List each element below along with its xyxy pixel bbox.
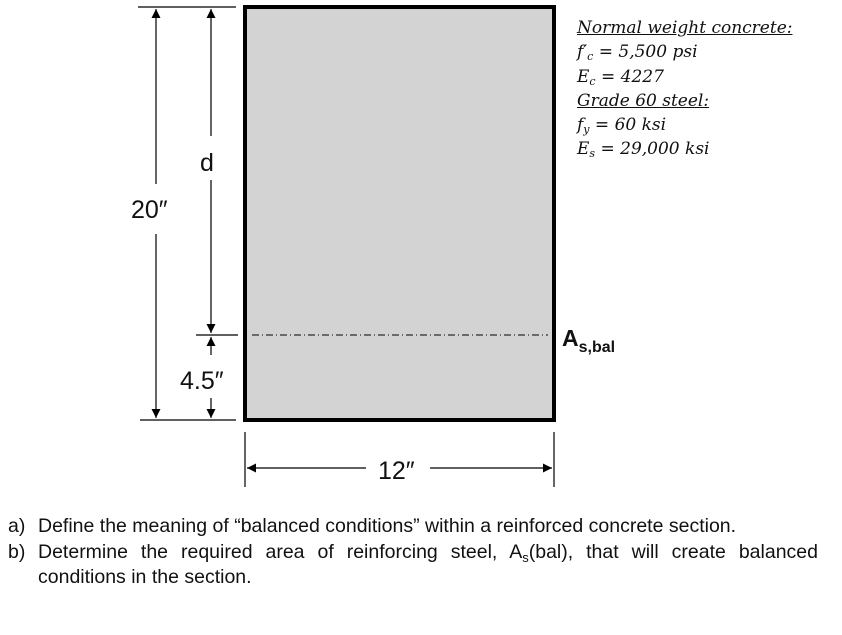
concrete-section [245, 7, 554, 420]
question-list [8, 514, 818, 591]
question-a [8, 514, 818, 540]
fc-row [577, 40, 792, 64]
ec-subscript: c [589, 74, 596, 88]
question-b-subscript: s [522, 549, 529, 565]
fy-value: = 60 ksi [589, 115, 667, 136]
question-a-text: Define the meaning of “balanced conditions” within a reinforced concrete section. [38, 515, 737, 537]
question-b-text-after: (bal), that will create balanced conditions in the section. [38, 540, 818, 588]
question-b-letter: b) [8, 540, 26, 563]
steel-area-symbol: A [562, 325, 579, 351]
es-symbol: E [577, 139, 590, 160]
fc-value: = 5,500 psi [593, 42, 698, 63]
es-row [577, 137, 792, 161]
cover-label: 4.5″ [180, 367, 224, 395]
ec-value: = 4227 [595, 66, 664, 87]
es-subscript: s [589, 147, 596, 161]
material-properties [577, 16, 792, 162]
concrete-header: Normal weight concrete: [577, 18, 793, 38]
es-value: = 29,000 ksi [595, 139, 710, 160]
fy-subscript: y [583, 123, 590, 137]
height-label: 20″ [131, 196, 168, 224]
ec-row [577, 65, 792, 89]
question-a-letter: a) [8, 515, 26, 537]
fy-symbol: f [577, 115, 584, 136]
steel-area-label [562, 325, 615, 356]
steel-area-subscript: s,bal [578, 339, 616, 356]
question-b-text [38, 540, 818, 591]
fc-symbol: f [577, 42, 584, 63]
ec-symbol: E [577, 66, 590, 87]
fc-prime: ′ [583, 42, 588, 63]
steel-header: Grade 60 steel: [577, 90, 710, 111]
depth-label: d [200, 149, 214, 177]
fy-row [577, 113, 792, 137]
fc-subscript: c [587, 50, 594, 64]
width-label: 12″ [378, 457, 415, 485]
question-b [8, 540, 818, 591]
question-b-text-before: Determine the required area of reinforcing steel, A [38, 540, 523, 563]
